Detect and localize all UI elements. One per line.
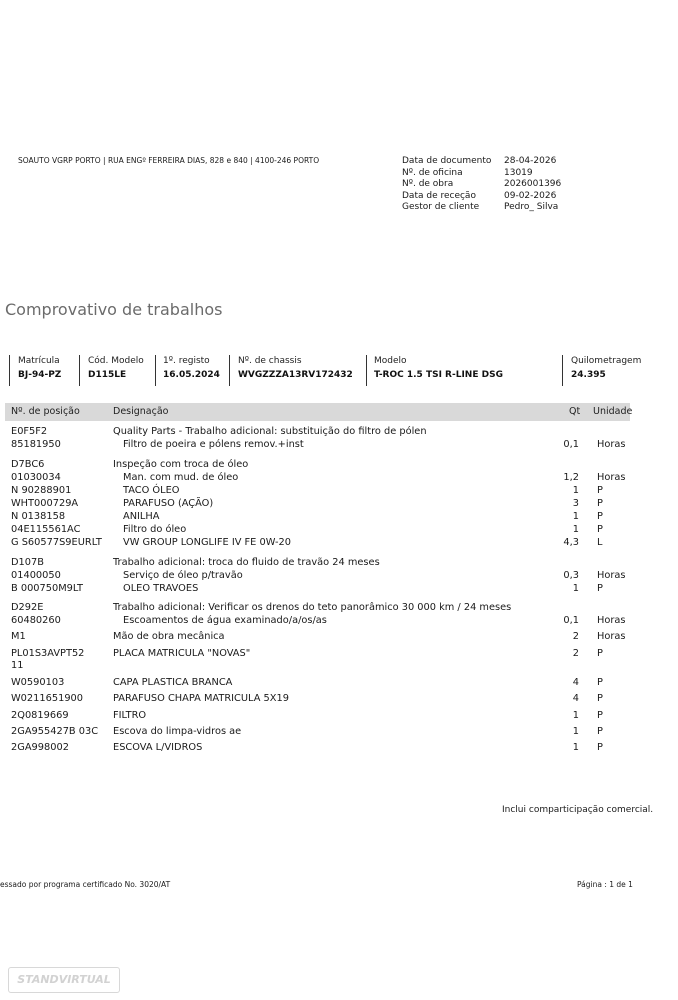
vehicle-field-value: 16.05.2024 xyxy=(163,370,220,380)
position-code: N 90288901 xyxy=(11,485,72,496)
quantity: 1 xyxy=(572,511,579,522)
designation: TACO ÓLEO xyxy=(123,485,180,496)
position-code: E0F5F2 xyxy=(11,426,48,437)
divider xyxy=(366,355,367,386)
position-code: 04E115561AC xyxy=(11,524,81,535)
designation: VW GROUP LONGLIFE IV FE 0W-20 xyxy=(123,537,292,548)
quantity: 4,3 xyxy=(563,537,579,548)
divider xyxy=(229,355,230,386)
quantity: 1 xyxy=(572,726,579,737)
vehicle-field-label: Matrícula xyxy=(18,356,60,366)
position-code: WHT000729A xyxy=(11,498,79,509)
table-row xyxy=(0,510,678,523)
table-row xyxy=(0,497,678,510)
doc-info-value: 28-04-2026 xyxy=(504,156,557,166)
designation: PARAFUSO CHAPA MATRICULA 5X19 xyxy=(113,693,289,704)
unit: P xyxy=(597,677,603,688)
company-address: SOAUTO VGRP PORTO | RUA ENGº FERREIRA DIAS, 828 e 840 | 4100-246 PORTO xyxy=(18,156,320,165)
quantity: 3 xyxy=(572,498,579,509)
designation: ANILHA xyxy=(123,511,160,522)
column-header-unit: Unidade xyxy=(593,406,633,417)
doc-info-value: 2026001396 xyxy=(504,179,562,190)
vehicle-field-value: D115LE xyxy=(88,370,127,380)
unit: P xyxy=(597,726,603,737)
unit: Horas xyxy=(597,439,626,450)
table-row xyxy=(0,741,678,754)
unit: P xyxy=(597,524,603,535)
certification-footer: essado por programa certificado No. 3020/AT xyxy=(0,880,171,889)
quantity: 1 xyxy=(572,742,579,753)
vehicle-field-value: BJ-94-PZ xyxy=(18,370,62,380)
table-row xyxy=(0,676,678,689)
position-code: 01030034 xyxy=(11,472,61,483)
designation: PLACA MATRICULA "NOVAS" xyxy=(113,648,251,659)
unit: P xyxy=(597,710,603,721)
table-row xyxy=(0,471,678,484)
commercial-note: Inclui comparticipação comercial. xyxy=(502,805,654,815)
table-row xyxy=(0,458,678,471)
table-header xyxy=(5,403,633,421)
position-code: 60480260 xyxy=(11,615,61,626)
quantity: 1 xyxy=(572,485,579,496)
doc-info-value: 13019 xyxy=(504,167,533,178)
position-code: M1 xyxy=(11,631,26,642)
vehicle-field-label: Modelo xyxy=(374,356,407,366)
table-row xyxy=(0,569,678,582)
designation: Quality Parts - Trabalho adicional: substituição do filtro de pólen xyxy=(113,426,427,437)
designation: Man. com mud. de óleo xyxy=(123,472,239,483)
table-row xyxy=(0,556,678,569)
table-row xyxy=(0,614,678,627)
quantity: 0,3 xyxy=(563,570,579,581)
column-header-designation: Designação xyxy=(113,406,169,417)
doc-info-label: Data de receção xyxy=(402,190,476,201)
divider xyxy=(9,355,10,386)
position-code: 2GA998002 xyxy=(11,742,69,753)
divider xyxy=(155,355,156,386)
designation: ESCOVA L/VIDROS xyxy=(113,742,203,753)
designation: OLEO TRAVOES xyxy=(123,583,199,594)
quantity: 2 xyxy=(572,648,579,659)
designation: PARAFUSO (AÇÃO) xyxy=(123,498,214,509)
position-code: B 000750M9LT xyxy=(11,583,84,594)
table-row xyxy=(0,582,678,595)
table-row xyxy=(0,601,678,614)
table-row xyxy=(0,725,678,738)
quantity: 2 xyxy=(572,631,579,642)
designation: Inspeção com troca de óleo xyxy=(113,459,249,470)
vehicle-field-label: Cód. Modelo xyxy=(88,356,144,366)
position-code: 2Q0819669 xyxy=(11,710,69,721)
unit: P xyxy=(597,498,603,509)
divider xyxy=(79,355,80,386)
vehicle-field-label: 1º. registo xyxy=(163,356,210,366)
designation: Escova do limpa-vidros ae xyxy=(113,726,242,737)
unit: Horas xyxy=(597,615,626,626)
table-row xyxy=(0,438,678,451)
unit: L xyxy=(597,537,603,548)
position-code: D107B xyxy=(11,557,44,568)
position-code: G S60577S9EURLT xyxy=(11,537,102,548)
unit: P xyxy=(597,583,603,594)
designation: CAPA PLASTICA BRANCA xyxy=(113,677,233,688)
doc-info-label: Nº. de obra xyxy=(402,179,454,190)
vehicle-field-label: Nº. de chassis xyxy=(238,356,302,366)
doc-info-value: 09-02-2026 xyxy=(504,190,557,201)
table-row xyxy=(0,709,678,722)
quantity: 1,2 xyxy=(563,472,579,483)
table-row xyxy=(0,630,678,643)
divider xyxy=(562,355,563,386)
doc-info-label: Gestor de cliente xyxy=(402,202,480,213)
quantity: 1 xyxy=(572,710,579,721)
designation: Mão de obra mecânica xyxy=(113,631,225,642)
unit: P xyxy=(597,693,603,704)
vehicle-field-value: 24.395 xyxy=(571,370,606,380)
unit: P xyxy=(597,485,603,496)
unit: Horas xyxy=(597,631,626,642)
doc-info-value: Pedro_ Silva xyxy=(504,202,559,213)
table-row xyxy=(0,484,678,497)
unit: P xyxy=(597,742,603,753)
designation: Serviço de óleo p/travão xyxy=(123,570,243,581)
vehicle-field-value: WVGZZZA13RV172432 xyxy=(238,370,353,380)
designation: FILTRO xyxy=(113,710,147,721)
position-code: 11 xyxy=(11,660,24,671)
designation: Trabalho adicional: troca do fluido de travão 24 meses xyxy=(113,557,380,568)
designation: Filtro do óleo xyxy=(123,524,187,535)
unit: Horas xyxy=(597,570,626,581)
unit: P xyxy=(597,511,603,522)
doc-info-label: Nº. de oficina xyxy=(402,167,463,178)
vehicle-field-label: Quilometragem xyxy=(571,356,642,366)
table-row xyxy=(0,536,678,549)
column-header-qty: Qt xyxy=(569,406,581,417)
unit: P xyxy=(597,648,603,659)
table-row xyxy=(0,692,678,705)
position-code: PL01S3AVPT52 xyxy=(11,648,85,659)
vehicle-field-value: T-ROC 1.5 TSI R-LINE DSG xyxy=(374,370,503,380)
quantity: 0,1 xyxy=(563,439,579,450)
quantity: 4 xyxy=(572,677,579,688)
page-number: Página : 1 de 1 xyxy=(577,880,633,889)
position-code: 85181950 xyxy=(11,439,61,450)
designation: Filtro de poeira e pólens remov.+inst xyxy=(123,439,304,450)
quantity: 0,1 xyxy=(563,615,579,626)
position-code: 2GA955427B 03C xyxy=(11,726,99,737)
position-code: D292E xyxy=(11,602,44,613)
position-code: N 0138158 xyxy=(11,511,66,522)
table-row xyxy=(0,425,678,438)
position-code: W0211651900 xyxy=(11,693,84,704)
designation: Trabalho adicional: Verificar os drenos do teto panorâmico 30 000 km / 24 meses xyxy=(113,602,512,613)
designation: Escoamentos de água examinado/a/os/as xyxy=(123,615,327,626)
unit: Horas xyxy=(597,472,626,483)
quantity: 4 xyxy=(572,693,579,704)
page-title: Comprovativo de trabalhos xyxy=(5,300,223,319)
doc-info-label: Data de documento xyxy=(402,156,492,166)
position-code: D7BC6 xyxy=(11,459,45,470)
quantity: 1 xyxy=(572,524,579,535)
table-row xyxy=(0,523,678,536)
watermark-logo: STANDVIRTUAL xyxy=(8,967,120,993)
quantity: 1 xyxy=(572,583,579,594)
position-code: W0590103 xyxy=(11,677,65,688)
table-row xyxy=(0,659,678,672)
position-code: 01400050 xyxy=(11,570,61,581)
column-header-position: Nº. de posição xyxy=(11,406,80,417)
